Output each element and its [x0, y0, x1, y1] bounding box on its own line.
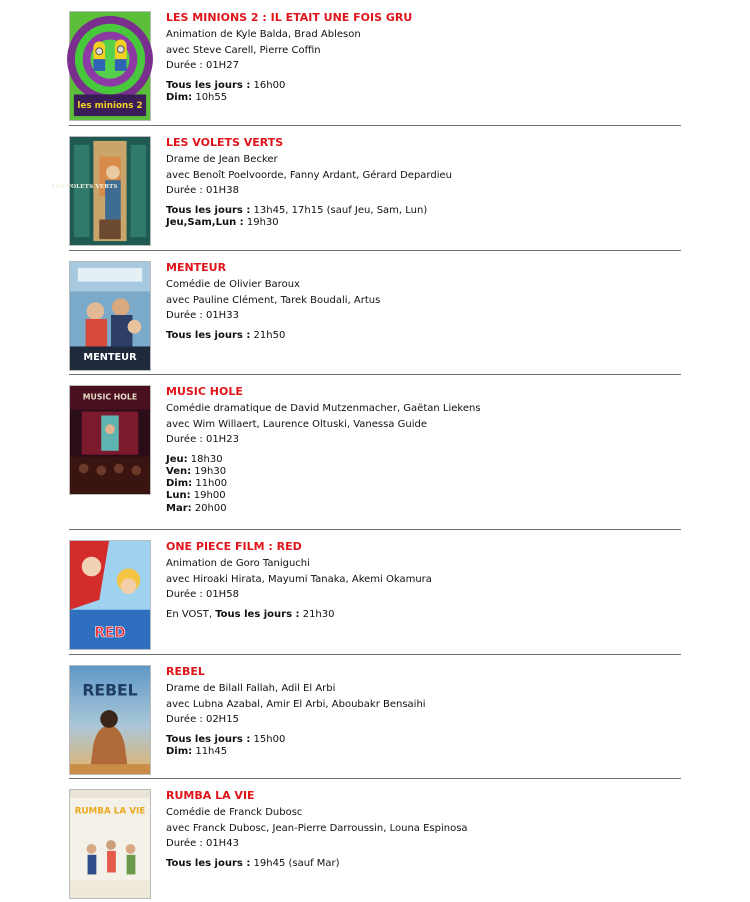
movie-poster[interactable] [51, 136, 151, 246]
showtime-label: Jeu,Sam,Lun : [166, 216, 244, 228]
showtime-value: 19h30 [243, 216, 279, 228]
showtime-label: Tous les jours : [166, 857, 251, 869]
poster-title: RUMBA LA VIE [74, 806, 146, 817]
movie-poster[interactable] [69, 11, 151, 121]
film-title[interactable]: MENTEUR [166, 261, 227, 274]
film-cast: avec Steve Carell, Pierre Coffin [166, 44, 321, 56]
movie-poster[interactable] [69, 385, 151, 495]
showtimes [166, 205, 681, 229]
divider [69, 250, 681, 251]
divider [69, 778, 681, 779]
film-cast: avec Franck Dubosc, Jean-Pierre Darroussin, Louna Espinosa [166, 822, 468, 834]
film-duration: Durée : 02H15 [166, 714, 239, 726]
showtime-label: Dim: [166, 745, 193, 757]
movie-poster[interactable] [69, 261, 151, 371]
film-cast: avec Pauline Clément, Tarek Boudali, Artus [166, 294, 381, 306]
showtime-label: Dim: [166, 478, 193, 490]
showtime-line [166, 92, 681, 104]
showtime-label: Lun: [166, 490, 191, 502]
showtime-line [166, 746, 681, 758]
showtime-line [166, 80, 681, 92]
showtime-label: Tous les jours : [166, 204, 251, 216]
film-title[interactable]: RUMBA LA VIE [166, 789, 255, 802]
film-genre: Drame de Bilall Fallah, Adil El Arbi [166, 683, 336, 694]
showtimes [166, 80, 681, 104]
divider [69, 654, 681, 655]
showtime-line [166, 734, 681, 746]
film-title[interactable]: ONE PIECE FILM : RED [166, 540, 302, 553]
showtime-value: 20h00 [191, 502, 227, 514]
divider [69, 125, 681, 126]
showtime-label: Mar: [166, 502, 192, 514]
showtime-label: Jeu: [166, 453, 188, 465]
showtime-line [166, 858, 681, 870]
poster-title: MENTEUR [83, 352, 137, 364]
showtime-line [166, 478, 681, 490]
showtime-label: Tous les jours : [166, 79, 251, 91]
film-duration: Durée : 01H58 [166, 589, 239, 601]
showtime-line [166, 205, 681, 217]
showtime-line [166, 503, 681, 515]
showtime-value: 19h30 [191, 465, 227, 477]
showtimes [166, 858, 681, 870]
showtime-line [166, 217, 681, 229]
film-cast: avec Wim Willaert, Laurence Oltuski, Vanessa Guide [166, 418, 427, 430]
film-genre: Animation de Goro Taniguchi [166, 558, 310, 569]
film-genre: Comédie de Franck Dubosc [166, 807, 303, 818]
film-duration: Durée : 01H27 [166, 60, 239, 72]
showtime-value: 19h00 [190, 490, 226, 502]
showtime-value: 21h50 [250, 329, 286, 341]
film-cast: avec Lubna Azabal, Amir El Arbi, Aboubakr Bensaihi [166, 698, 426, 710]
showtime-line [166, 609, 681, 621]
showtimes [166, 734, 681, 758]
poster-title: LES VOLETS VERTS [51, 183, 118, 191]
showtimes [166, 330, 681, 342]
showtime-value: 13h45, 17h15 (sauf Jeu, Sam, Lun) [250, 204, 428, 216]
film-duration: Durée : 01H23 [166, 434, 239, 446]
showtime-label: Tous les jours : [166, 733, 251, 745]
showtime-value: 10h55 [192, 91, 228, 103]
film-duration: Durée : 01H33 [166, 310, 239, 322]
film-genre: Animation de Kyle Balda, Brad Ableson [166, 29, 361, 40]
showtime-label: Tous les jours : [166, 329, 251, 341]
showtime-label: Tous les jours : [215, 608, 300, 620]
movie-poster[interactable] [69, 540, 151, 650]
film-title[interactable]: LES VOLETS VERTS [166, 136, 284, 149]
film-cast: avec Hiroaki Hirata, Mayumi Tanaka, Akemi Okamura [166, 573, 432, 585]
poster-title: RED [94, 625, 126, 642]
film-title[interactable]: REBEL [166, 665, 205, 678]
poster-title: REBEL [82, 680, 138, 700]
film-title[interactable]: MUSIC HOLE [166, 385, 243, 398]
divider [69, 529, 681, 530]
movie-poster[interactable] [69, 789, 151, 899]
film-duration: Durée : 01H38 [166, 185, 239, 197]
showtimes [166, 609, 681, 621]
showtime-line [166, 454, 681, 466]
film-cast: avec Benoît Poelvoorde, Fanny Ardant, Gérard Depardieu [166, 169, 452, 181]
showtime-label: Ven: [166, 465, 192, 477]
movie-poster[interactable] [69, 665, 151, 775]
film-genre: Comédie dramatique de David Mutzenmacher, Gaëtan Liekens [166, 403, 481, 414]
showtime-value: 21h30 [299, 608, 335, 620]
film-duration: Durée : 01H43 [166, 838, 239, 850]
showtime-value: 15h00 [250, 733, 286, 745]
showtime-line [166, 330, 681, 342]
film-title[interactable]: LES MINIONS 2 : IL ETAIT UNE FOIS GRU [166, 11, 413, 24]
showtime-value: 11h45 [192, 745, 228, 757]
showtime-value: 16h00 [250, 79, 286, 91]
poster-title: les minions 2 [77, 101, 143, 112]
showtime-value: 19h45 (sauf Mar) [250, 857, 340, 869]
showtime-line [166, 466, 681, 478]
showtime-value: 11h00 [192, 478, 228, 490]
film-genre: Comédie de Olivier Baroux [166, 279, 300, 290]
film-genre: Drame de Jean Becker [166, 154, 278, 165]
showtimes [166, 454, 681, 515]
divider [69, 374, 681, 375]
showtime-value: 18h30 [187, 453, 223, 465]
poster-title: MUSIC HOLE [82, 392, 138, 402]
showtime-line [166, 490, 681, 502]
showtime-label: Dim: [166, 91, 193, 103]
showtime-prefix: En VOST, [166, 608, 216, 620]
